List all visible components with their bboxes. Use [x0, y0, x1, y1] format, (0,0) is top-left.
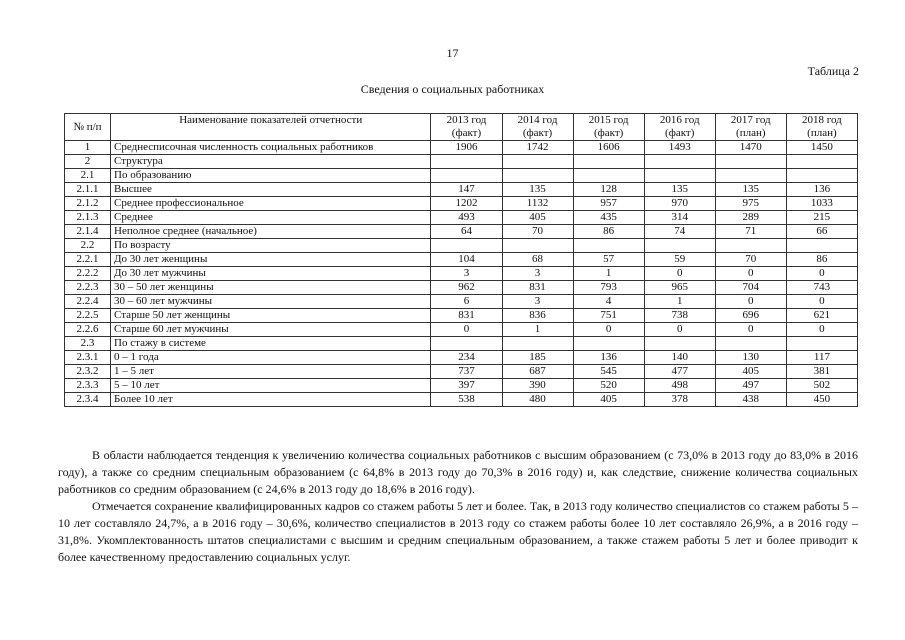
row-value: 793	[573, 281, 644, 295]
row-name: По возрасту	[111, 239, 431, 253]
row-value: 136	[786, 183, 857, 197]
row-value: 128	[573, 183, 644, 197]
row-value: 4	[573, 295, 644, 309]
header-year: 2014 год (факт)	[502, 114, 573, 141]
row-value: 378	[644, 393, 715, 407]
row-value: 6	[431, 295, 502, 309]
table-header	[65, 114, 858, 141]
social-workers-table	[64, 113, 858, 407]
row-value: 70	[715, 253, 786, 267]
row-name: 5 – 10 лет	[111, 379, 431, 393]
row-value: 86	[786, 253, 857, 267]
row-number: 1	[65, 141, 111, 155]
table-row	[65, 239, 858, 253]
row-value: 965	[644, 281, 715, 295]
row-value	[786, 155, 857, 169]
row-value: 117	[786, 351, 857, 365]
row-name: Среднесписочная численность социальных работников	[111, 141, 431, 155]
row-value: 493	[431, 211, 502, 225]
row-value	[786, 169, 857, 183]
table-row	[65, 351, 858, 365]
row-number: 2.2.3	[65, 281, 111, 295]
table-row	[65, 379, 858, 393]
row-value: 0	[715, 267, 786, 281]
row-value	[502, 155, 573, 169]
row-value	[715, 337, 786, 351]
row-value	[644, 337, 715, 351]
row-value: 66	[786, 225, 857, 239]
row-name: 1 – 5 лет	[111, 365, 431, 379]
row-number: 2.2.1	[65, 253, 111, 267]
row-value	[431, 239, 502, 253]
row-value: 57	[573, 253, 644, 267]
row-value: 497	[715, 379, 786, 393]
row-value: 0	[715, 323, 786, 337]
row-value: 405	[573, 393, 644, 407]
row-number: 2	[65, 155, 111, 169]
row-value	[644, 155, 715, 169]
row-value: 0	[644, 323, 715, 337]
row-value	[786, 239, 857, 253]
table-row	[65, 295, 858, 309]
row-value: 1742	[502, 141, 573, 155]
row-number: 2.2.2	[65, 267, 111, 281]
row-name: До 30 лет мужчины	[111, 267, 431, 281]
row-name: Старше 60 лет мужчины	[111, 323, 431, 337]
row-name: Структура	[111, 155, 431, 169]
row-value	[644, 169, 715, 183]
row-number: 2.3.2	[65, 365, 111, 379]
row-value	[573, 337, 644, 351]
row-value: 438	[715, 393, 786, 407]
row-value: 477	[644, 365, 715, 379]
row-value: 962	[431, 281, 502, 295]
row-value: 957	[573, 197, 644, 211]
row-value: 135	[502, 183, 573, 197]
row-value: 68	[502, 253, 573, 267]
row-value	[573, 169, 644, 183]
row-value	[431, 169, 502, 183]
row-value: 64	[431, 225, 502, 239]
body-text	[58, 447, 858, 566]
row-value: 737	[431, 365, 502, 379]
row-value: 59	[644, 253, 715, 267]
row-value: 185	[502, 351, 573, 365]
row-value: 104	[431, 253, 502, 267]
row-value: 743	[786, 281, 857, 295]
row-value: 836	[502, 309, 573, 323]
row-value: 215	[786, 211, 857, 225]
table-body	[65, 141, 858, 407]
row-value	[431, 337, 502, 351]
row-value	[431, 155, 502, 169]
row-value: 381	[786, 365, 857, 379]
table-row	[65, 141, 858, 155]
row-value: 520	[573, 379, 644, 393]
row-value: 738	[644, 309, 715, 323]
row-number: 2.3.4	[65, 393, 111, 407]
header-year: 2018 год (план)	[786, 114, 857, 141]
row-value: 1	[502, 323, 573, 337]
row-value	[715, 239, 786, 253]
row-name: Среднее	[111, 211, 431, 225]
row-number: 2.2	[65, 239, 111, 253]
row-value: 831	[431, 309, 502, 323]
row-value: 1202	[431, 197, 502, 211]
table-row	[65, 323, 858, 337]
table-row	[65, 225, 858, 239]
row-value: 390	[502, 379, 573, 393]
row-value	[502, 337, 573, 351]
table-row	[65, 197, 858, 211]
row-value: 975	[715, 197, 786, 211]
row-value	[786, 337, 857, 351]
row-name: Высшее	[111, 183, 431, 197]
row-value: 0	[644, 267, 715, 281]
row-name: 0 – 1 года	[111, 351, 431, 365]
row-value: 1033	[786, 197, 857, 211]
table-row	[65, 155, 858, 169]
row-value: 147	[431, 183, 502, 197]
row-value: 397	[431, 379, 502, 393]
header-year: 2016 год (факт)	[644, 114, 715, 141]
row-name: До 30 лет женщины	[111, 253, 431, 267]
table-row	[65, 253, 858, 267]
table-row	[65, 281, 858, 295]
row-value: 502	[786, 379, 857, 393]
row-value: 498	[644, 379, 715, 393]
row-value: 234	[431, 351, 502, 365]
row-value: 435	[573, 211, 644, 225]
row-value: 289	[715, 211, 786, 225]
row-number: 2.2.4	[65, 295, 111, 309]
row-value: 70	[502, 225, 573, 239]
table-row	[65, 267, 858, 281]
row-value: 0	[573, 323, 644, 337]
row-value: 1	[644, 295, 715, 309]
row-value	[644, 239, 715, 253]
row-value: 687	[502, 365, 573, 379]
row-value: 1132	[502, 197, 573, 211]
header-name: Наименование показателей отчетности	[111, 114, 431, 141]
row-value: 751	[573, 309, 644, 323]
row-value: 704	[715, 281, 786, 295]
row-number: 2.3	[65, 337, 111, 351]
header-num: № п/п	[65, 114, 111, 141]
row-value: 1470	[715, 141, 786, 155]
table-label: Таблица 2	[807, 64, 859, 78]
row-number: 2.3.1	[65, 351, 111, 365]
row-value	[715, 155, 786, 169]
row-number: 2.1.4	[65, 225, 111, 239]
table-row	[65, 211, 858, 225]
table-row	[65, 337, 858, 351]
row-name: 30 – 60 лет мужчины	[111, 295, 431, 309]
table-title: Сведения о социальных работниках	[360, 82, 545, 96]
row-value: 696	[715, 309, 786, 323]
row-value: 0	[786, 323, 857, 337]
row-name: Среднее профессиональное	[111, 197, 431, 211]
row-number: 2.3.3	[65, 379, 111, 393]
table-row	[65, 309, 858, 323]
row-value	[573, 239, 644, 253]
row-value: 480	[502, 393, 573, 407]
row-value: 405	[502, 211, 573, 225]
row-value: 0	[431, 323, 502, 337]
row-value: 0	[715, 295, 786, 309]
row-value	[715, 169, 786, 183]
row-value: 136	[573, 351, 644, 365]
row-value: 140	[644, 351, 715, 365]
row-name: По образованию	[111, 169, 431, 183]
header-year: 2013 год (факт)	[431, 114, 502, 141]
row-value: 621	[786, 309, 857, 323]
table-row	[65, 183, 858, 197]
row-value: 71	[715, 225, 786, 239]
row-number: 2.1.3	[65, 211, 111, 225]
row-value	[502, 169, 573, 183]
row-number: 2.1.1	[65, 183, 111, 197]
table-row	[65, 365, 858, 379]
row-value: 405	[715, 365, 786, 379]
paragraph: Отмечается сохранение квалифицированных кадров со стажем работы 5 лет и более. Так, в 2013 году количество специалистов со стажем работы 5 – 10 лет составляло 24,7%, а в 2016 году – 30,6%, количество специалистов в 2013 году со стажем работы более 10 лет составляло 26,9%, а в 2016 году – 31,8%. Укомплектованность штатов специалистами с высшим и средним специальным образованием, а также стажем работы 5 лет и более приводит к более качественному предоставлению социальных услуг.	[58, 499, 858, 564]
row-value: 538	[431, 393, 502, 407]
header-year: 2017 год (план)	[715, 114, 786, 141]
row-value: 74	[644, 225, 715, 239]
row-value: 3	[502, 267, 573, 281]
row-value: 1450	[786, 141, 857, 155]
row-value: 0	[786, 267, 857, 281]
row-value: 970	[644, 197, 715, 211]
row-value: 545	[573, 365, 644, 379]
row-value: 3	[431, 267, 502, 281]
row-value	[573, 155, 644, 169]
row-value: 135	[644, 183, 715, 197]
paragraph: В области наблюдается тенденция к увеличению количества социальных работников с высшим образованием (с 73,0% в 2013 году до 83,0% в 2016 году), а также со средним специальным образованием (с 64,8% в 2013 году до 70,3% в 2016 году) и, как следствие, снижение количества социальных работников со средним образованием (с 24,6% в 2013 году до 18,6% в 2016 году).	[58, 448, 858, 496]
row-value: 450	[786, 393, 857, 407]
row-number: 2.2.6	[65, 323, 111, 337]
row-value: 86	[573, 225, 644, 239]
row-value: 1606	[573, 141, 644, 155]
row-value: 3	[502, 295, 573, 309]
row-value: 130	[715, 351, 786, 365]
row-name: Старше 50 лет женщины	[111, 309, 431, 323]
row-value	[502, 239, 573, 253]
row-name: Более 10 лет	[111, 393, 431, 407]
row-value: 1493	[644, 141, 715, 155]
row-name: 30 – 50 лет женщины	[111, 281, 431, 295]
row-name: По стажу в системе	[111, 337, 431, 351]
row-value: 314	[644, 211, 715, 225]
table-row	[65, 393, 858, 407]
row-number: 2.1.2	[65, 197, 111, 211]
row-value: 135	[715, 183, 786, 197]
row-value: 831	[502, 281, 573, 295]
table-row	[65, 169, 858, 183]
row-value: 0	[786, 295, 857, 309]
row-name: Неполное среднее (начальное)	[111, 225, 431, 239]
header-year: 2015 год (факт)	[573, 114, 644, 141]
row-value: 1	[573, 267, 644, 281]
row-number: 2.2.5	[65, 309, 111, 323]
page-number: 17	[446, 46, 459, 60]
row-value: 1906	[431, 141, 502, 155]
row-number: 2.1	[65, 169, 111, 183]
